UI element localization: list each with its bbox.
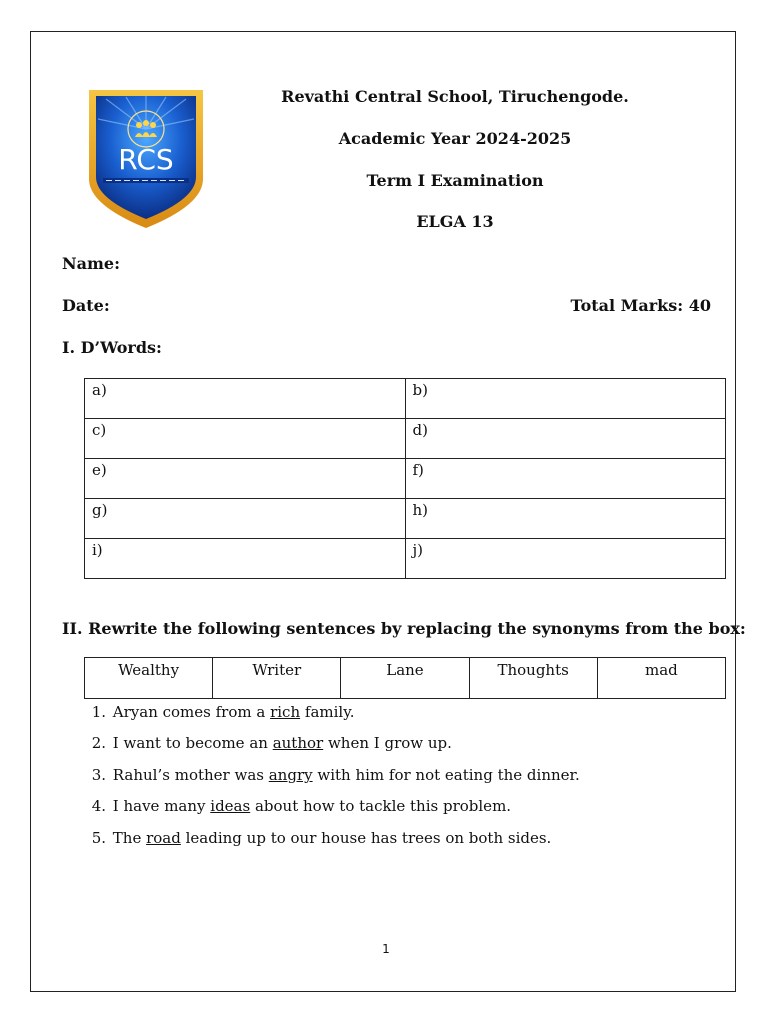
answer-cell: c) bbox=[85, 419, 406, 459]
answer-cell: h) bbox=[405, 499, 726, 539]
sentence-text: Rahul’s mother was bbox=[112, 766, 269, 784]
sentence-4 bbox=[84, 797, 511, 815]
sentence-3 bbox=[84, 766, 580, 784]
list-number: 3. bbox=[91, 766, 106, 784]
sentence-text: when I grow up. bbox=[323, 734, 452, 752]
list-number: 5. bbox=[91, 829, 106, 847]
section-1-title: I. D’Words: bbox=[62, 338, 162, 357]
underlined-word: rich bbox=[270, 703, 301, 721]
synonym-word: Lane bbox=[341, 658, 469, 699]
sentence-text: I want to become an bbox=[112, 734, 273, 752]
answer-cell: j) bbox=[405, 539, 726, 579]
synonym-word: Wealthy bbox=[85, 658, 213, 699]
exam-title: Term I Examination bbox=[366, 171, 544, 190]
list-number: 4. bbox=[91, 797, 106, 815]
synonym-box bbox=[84, 657, 726, 699]
underlined-word: road bbox=[146, 829, 181, 847]
sentence-1 bbox=[84, 703, 354, 721]
table-row bbox=[85, 379, 726, 419]
sentence-5 bbox=[84, 829, 551, 847]
school-name: Revathi Central School, Tiruchengode. bbox=[281, 87, 629, 106]
synonym-word: Writer bbox=[213, 658, 341, 699]
school-logo bbox=[86, 87, 206, 231]
sentence-text: Aryan comes from a bbox=[112, 703, 271, 721]
logo-text: RCS bbox=[118, 143, 174, 176]
sentence-text: The bbox=[112, 829, 147, 847]
answer-cell: i) bbox=[85, 539, 406, 579]
synonym-word: mad bbox=[597, 658, 725, 699]
table-row bbox=[85, 658, 726, 699]
name-field-label: Name: bbox=[62, 254, 121, 273]
table-row bbox=[85, 539, 726, 579]
section-2-title: II. Rewrite the following sentences by replacing the synonyms from the box: bbox=[62, 619, 746, 638]
answer-cell: g) bbox=[85, 499, 406, 539]
sentence-text: with him for not eating the dinner. bbox=[312, 766, 580, 784]
answer-cell: f) bbox=[405, 459, 726, 499]
answer-cell: a) bbox=[85, 379, 406, 419]
table-row bbox=[85, 459, 726, 499]
total-marks: Total Marks: 40 bbox=[570, 296, 711, 315]
dwords-table bbox=[84, 378, 726, 579]
date-field-label: Date: bbox=[62, 296, 110, 315]
answer-cell: e) bbox=[85, 459, 406, 499]
table-row bbox=[85, 499, 726, 539]
sentence-text: leading up to our house has trees on both sides. bbox=[180, 829, 552, 847]
page-number: 1 bbox=[382, 942, 390, 956]
answer-cell: d) bbox=[405, 419, 726, 459]
sentence-2 bbox=[84, 734, 452, 752]
synonym-word: Thoughts bbox=[469, 658, 597, 699]
answer-cell: b) bbox=[405, 379, 726, 419]
table-row bbox=[85, 419, 726, 459]
list-number: 1. bbox=[91, 703, 106, 721]
sentence-text: family. bbox=[300, 703, 355, 721]
underlined-word: author bbox=[272, 734, 324, 752]
list-number: 2. bbox=[91, 734, 106, 752]
underlined-word: angry bbox=[268, 766, 313, 784]
sentence-text: about how to tackle this problem. bbox=[250, 797, 512, 815]
academic-year: Academic Year 2024-2025 bbox=[338, 129, 572, 148]
underlined-word: ideas bbox=[210, 797, 251, 815]
sentence-text: I have many bbox=[112, 797, 211, 815]
subject-code: ELGA 13 bbox=[416, 212, 494, 231]
